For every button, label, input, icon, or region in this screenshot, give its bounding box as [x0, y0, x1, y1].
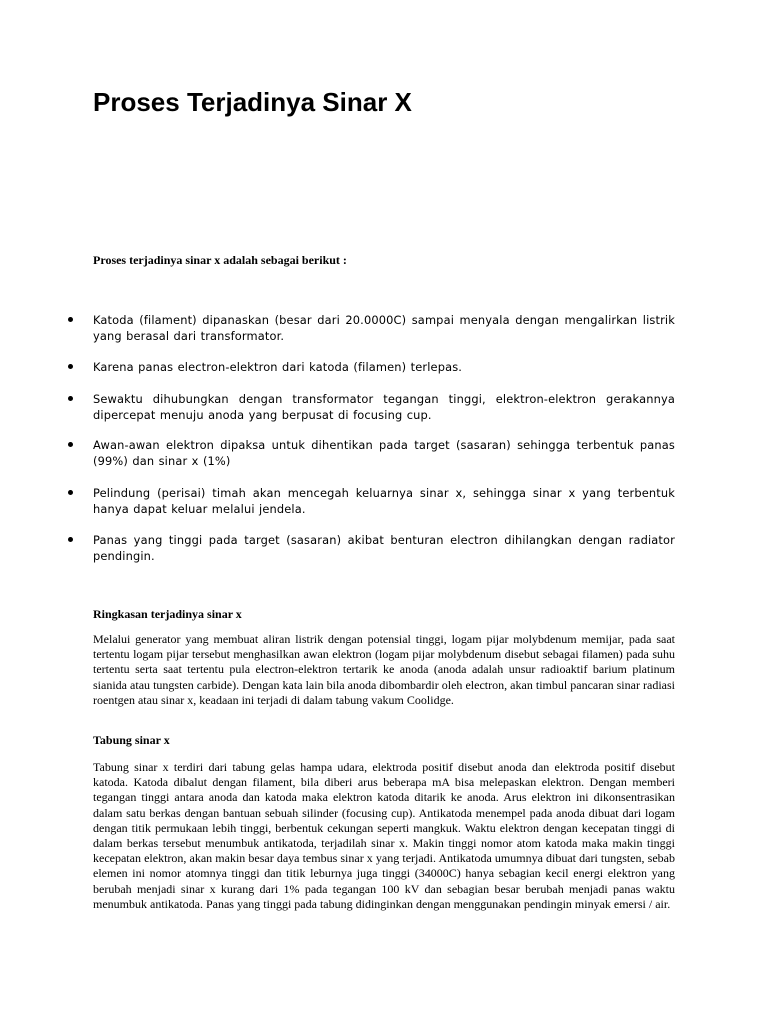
summary-paragraph: Melalui generator yang membuat aliran listrik dengan potensial tinggi, logam pijar molybdenum memijar, pada saat tertentu logam pijar tersebut menghasilkan awan elektron (logam pijar molybdenum disebut sebagai filamen) pada suhu tertentu serta saat tertentu pula electron-elektron tertarik ke anoda (anoda adalah unsur radioaktif barium platinum sianida atau tungsten carbide). Dengan kata lain bila anoda dibombardir oleh electron, akan timbul pancaran sinar radiasi roentgen atau sinar x, keadaan ini terjadi di dalam tabung vakum Coolidge. — [93, 632, 675, 707]
list-item — [93, 532, 675, 564]
intro-text: Proses terjadinya sinar x adalah sebagai berikut : — [93, 253, 347, 267]
list-item — [93, 485, 675, 517]
bullet-icon — [68, 442, 73, 447]
tube-paragraph: Tabung sinar x terdiri dari tabung gelas hampa udara, elektroda positif disebut anoda dan elektroda positif disebut katoda. Katoda dibalut dengan filament, bila diberi arus beberapa mA bisa melepaskan elektron. Dengan memberi tegangan tinggi antara anoda dan katoda maka elektron katoda ditarik ke anoda. Arus elektron ini dikonsentrasikan dalam satu berkas dengan bantuan sebuah silinder (focusing cup). Antikatoda menempel pada anoda dibuat dari logam dengan titik permukaan lebih tinggi, berbentuk cekungan seperti mangkuk. Waktu elektron dengan kecepatan tinggi di dalam berkas tersebut menumbuk antikatoda, terjadilah sinar x. Makin tinggi nomor atom katoda maka makin tinggi kecepatan elektron, akan makin besar daya tembus sinar x yang terjadi. Antikatoda umumnya dibuat dari tungsten, sebab elemen ini nomor atomnya tinggi dan titik leburnya juga tinggi (34000C) hanya sebagian kecil energi elektron yang berubah menjadi sinar x kurang dari 1% pada tegangan 100 kV dan sebagian besar berubah menjadi panas waktu menumbuk antikatoda. Panas yang tinggi pada tabung didinginkan dengan menggunakan pendingin minyak emersi / air. — [93, 760, 675, 911]
section-heading-tube: Tabung sinar x — [93, 733, 170, 747]
list-item-text: Panas yang tinggi pada target (sasaran) akibat benturan electron dihilangkan dengan radiator pendingin. — [93, 533, 675, 563]
bullet-icon — [68, 317, 73, 322]
list-item — [93, 391, 675, 423]
list-item-text: Pelindung (perisai) timah akan mencegah keluarnya sinar x, sehingga sinar x yang terbentuk hanya dapat keluar melalui jendela. — [93, 486, 675, 516]
list-item-text: Katoda (filament) dipanaskan (besar dari 20.0000C) sampai menyala dengan mengalirkan listrik yang berasal dari transformator. — [93, 313, 675, 343]
bullet-icon — [68, 490, 73, 495]
list-item — [93, 312, 675, 344]
list-item-text: Karena panas electron-elektron dari katoda (filamen) terlepas. — [93, 360, 463, 374]
page-title: Proses Terjadinya Sinar X — [93, 87, 412, 117]
list-item-text: Sewaktu dihubungkan dengan transformator tegangan tinggi, elektron-elektron gerakannya dipercepat menuju anoda yang berpusat di focusing cup. — [93, 392, 675, 422]
list-item — [93, 359, 675, 375]
bullet-icon — [68, 364, 73, 369]
bullet-icon — [68, 537, 73, 542]
section-heading-summary: Ringkasan terjadinya sinar x — [93, 607, 242, 621]
list-item — [93, 437, 675, 469]
bullet-icon — [68, 396, 73, 401]
list-item-text: Awan-awan elektron dipaksa untuk dihentikan pada target (sasaran) sehingga terbentuk panas (99%) dan sinar x (1%) — [93, 438, 675, 468]
